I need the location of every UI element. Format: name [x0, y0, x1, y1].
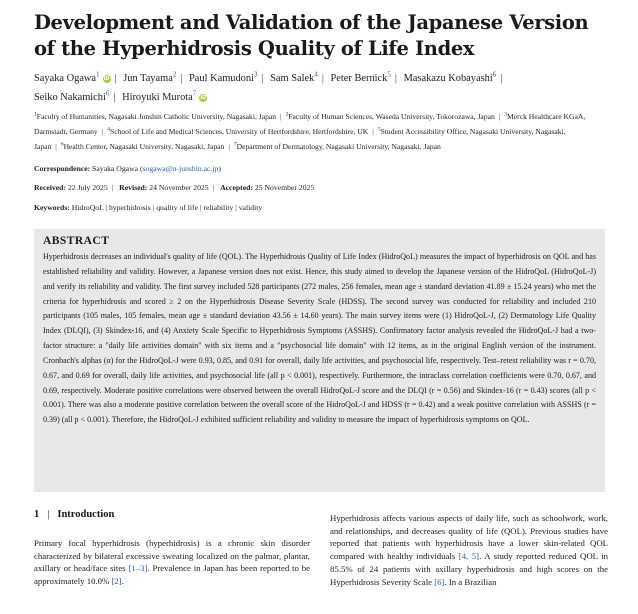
- keywords: Keywords: HidroQoL | hyperhidrosis | quality of life | reliability | validity: [34, 203, 263, 212]
- author-affiliation-number: 7: [192, 89, 197, 98]
- keyword[interactable]: reliability: [203, 203, 234, 212]
- revised-label: Revised:: [119, 183, 148, 192]
- affiliation-number: 6: [60, 141, 64, 148]
- abstract-heading: ABSTRACT: [43, 234, 110, 247]
- citation-link[interactable]: [6]: [434, 576, 445, 587]
- affiliation: [34, 112, 276, 121]
- revised-date: 24 November 2025: [149, 183, 209, 192]
- correspondence: Correspondence: Sayaka Ogawa (sogawa@n-junshin.ac.jp): [34, 164, 221, 173]
- correspondence-name: Sayaka Ogawa: [92, 164, 139, 173]
- author[interactable]: [331, 73, 391, 84]
- correspondence-label: Correspondence:: [34, 164, 91, 173]
- author[interactable]: [122, 89, 207, 103]
- author-separator: |: [394, 73, 397, 85]
- section-heading-introduction: [34, 509, 114, 520]
- orcid-icon[interactable]: iD: [200, 94, 207, 101]
- citation-link[interactable]: [2]: [111, 576, 122, 587]
- author-separator: |: [261, 73, 264, 85]
- author-name[interactable]: Jun Tayama: [123, 73, 173, 85]
- intro-paragraph-left: [34, 537, 310, 588]
- keywords-label: Keywords:: [34, 203, 70, 212]
- author-name[interactable]: Peter Bernick: [330, 73, 388, 85]
- affiliations: $^1$Faculty of Humanities, Nagasaki Junshin Catholic University, Nagasaki, Japan | $^2$Faculty of Human Sciences, Waseda University, Tokorozawa, Japan | $^3$Merck Healthcare KGaA, Darmstadt, Germany | $^4$School of Life and Medical Sciences, University of Hertfordshire, Hertfordshire, UK | $^5$Student Accessibility Office, Nagasaki University, Nagasaki, Japan | $^6$Health Center, Nagasaki University, Nagasaki, Japan | $^7$Department of Dermatology, Nagasaki University, Nagasaki, Japan: [34, 111, 586, 151]
- affiliation: [107, 127, 368, 136]
- citation-link[interactable]: [4, 5]: [458, 551, 480, 562]
- keyword[interactable]: quality of life: [156, 203, 199, 212]
- accepted-label: Accepted:: [220, 183, 253, 192]
- author[interactable]: [34, 89, 110, 103]
- affiliation-number: 4: [107, 126, 110, 133]
- author-name[interactable]: Seiko Nakamichi: [34, 91, 106, 103]
- article-dates: Received: 22 July 2025 | Revised: 24 November 2025 | Accepted: 25 November 2025: [34, 183, 315, 192]
- author-name[interactable]: Masakazu Kobayashi: [403, 73, 493, 85]
- author-affiliation-number: 2: [172, 71, 177, 79]
- author-name[interactable]: Paul Kamudoni: [189, 73, 254, 85]
- affiliation: [61, 142, 224, 151]
- received-date: 22 July 2025: [67, 183, 108, 192]
- author-affiliation-number: 6: [105, 89, 110, 98]
- affiliation: [286, 112, 495, 121]
- affiliation-text: Health Center, Nagasaki University, Nagasaki, Japan: [63, 141, 225, 151]
- affiliation-text: Faculty of Human Sciences, Waseda University, Tokorozawa, Japan: [288, 111, 495, 121]
- author-separator: |: [500, 73, 503, 85]
- author[interactable]: [404, 73, 497, 84]
- author[interactable]: [123, 73, 176, 84]
- affiliation-text: Department of Dermatology, Nagasaki University, Nagasaki, Japan: [236, 141, 441, 151]
- body-text: .: [121, 576, 124, 587]
- affiliation-number: 3: [504, 111, 508, 117]
- author-affiliation-number: 3: [253, 71, 258, 79]
- author-name[interactable]: Sam Salek: [270, 73, 315, 85]
- affiliation-number: 1: [34, 111, 37, 117]
- author-name[interactable]: Sayaka Ogawa: [34, 73, 97, 85]
- author[interactable]: [34, 73, 111, 84]
- author-affiliation-number: 6: [492, 71, 497, 79]
- affiliation-number: 7: [233, 141, 237, 148]
- author-list: [34, 68, 624, 105]
- body-text: . Prevalence in Japan has been reported to be approximately 10.0%: [34, 563, 310, 587]
- section-divider: |: [47, 509, 50, 520]
- section-title: Introduction: [57, 509, 115, 520]
- correspondence-email-link[interactable]: sogawa@n-junshin.ac.jp: [142, 164, 219, 173]
- author[interactable]: [189, 73, 257, 84]
- body-text: . In a Brazilian: [444, 576, 497, 587]
- abstract-text: Hyperhidrosis decreases an individual's quality of life (QOL). The Hyperhidrosis Quality of Life Index (HidroQoL) measures the impact of hyperhidrosis on QOL and has established reliability and validity. However, a Japanese version does not exist. Hence, this study aimed to develop the Japanese version of the HidroQoL (HidroQoL-J) and verify its reliability and validity. The first survey included 528 participants (272 males, 256 females, mean age ± standard deviation 41.89 ± 15.24 years) who met the criteria for hyperhidrosis and scored ≥ 2 on the Hyperhidrosis Disease Severity Scale (HDSS). The second survey was conducted for reliability and included 210 participants (105 males, 105 females, mean age ± standard deviation 43.56 ± 14.60 years). The main survey items were (1) HidroQoL-J, (2) Dermatology Life Quality Index (DLQI), (3) Skindex-16, and (4) Anxiety Scale Specific to Hyperhidrosis Symptoms (ASSHS). Confirmatory factor analysis revealed the HidroQoL-J had a two-factor structure: a "daily life activities domain" with six items and a "psychosocial life domain" with 12 items, as in the original English version of the instrument. Cronbach's alphas (α) for the HidroQoL-J were 0.93, 0.85, and 0.91 for overall, daily life activities, and psychosocial life, respectively. Test–retest reliability was r = 0.70, 0.67, and 0.69 for overall, daily life activities, and psychosocial life (all p < 0.001), respectively. Furthermore, the intraclass correlation coefficients were 0.70, 0.67, and 0.69, respectively. Moderate positive correlations were observed between the overall HidroQoL-J score and the DLQI (r = 0.56) and Skindex-16 (r = 0.43) scores (all p < 0.001). There was also a moderate positive correlation between the overall score of the HidroQoL-J and HDSS (r = 0.42) and a weak positive correlation with ASSHS (r = 0.39) (all p < 0.001). Therefore, the HidroQoL-J exhibited sufficient reliability and validity to measure the impact of hyperhidrosis symptoms on QOL.: [43, 252, 596, 425]
- abstract-box: [34, 229, 605, 492]
- keyword[interactable]: HidroQoL: [71, 203, 104, 212]
- author[interactable]: [270, 73, 318, 84]
- keyword[interactable]: validity: [238, 203, 263, 212]
- article-title: Development and Validation of the Japanese Version of the Hyperhidrosis Quality of Life Index: [34, 11, 589, 60]
- author-affiliation-number: 1: [96, 71, 100, 79]
- author-affiliation-number: 5: [387, 71, 391, 79]
- affiliation-text: Student Accessibility Office, Nagasaki University, Nagasaki, Japan: [34, 126, 566, 151]
- keyword[interactable]: hyperhidrosis: [108, 203, 151, 212]
- author-separator: |: [114, 73, 117, 85]
- orcid-icon[interactable]: iD: [103, 76, 110, 83]
- affiliation: [234, 142, 441, 151]
- received-label: Received:: [34, 183, 67, 192]
- author-separator: |: [321, 73, 324, 85]
- citation-link[interactable]: [1–3]: [128, 563, 148, 574]
- body-text: Primary focal hyperhidrosis (hyperhidrosis) is a chronic skin disorder characterized by bilateral excessive sweating localized on the palmar, plantar, axillary or head/face sites: [34, 538, 310, 574]
- accepted-date: 25 November 2025: [254, 183, 315, 192]
- affiliation-text: Faculty of Humanities, Nagasaki Junshin Catholic University, Nagasaki, Japan: [36, 111, 277, 121]
- affiliation-number: 2: [285, 111, 289, 117]
- author-affiliation-number: 4: [314, 71, 318, 79]
- author-separator: |: [113, 91, 116, 103]
- section-number: 1: [34, 509, 40, 520]
- body-text: Hyperhidrosis affects various aspects of daily life, such as schoolwork, work, and relationships, and decreases quality of life (QOL). Previous studies have reported that patients with hyperhidrosis have a lower skin-related QOL compared with healthy individuals: [330, 513, 608, 562]
- affiliation-number: 5: [377, 126, 381, 133]
- body-text: . A study reported reduced QOL in 85.5% of 24 patients with axillary hyperhidrosis and high scores on the Hyperhidrosis Severity Scale: [330, 551, 609, 587]
- affiliation-text: School of Life and Medical Sciences, University of Hertfordshire, Hertfordshire, UK: [109, 126, 369, 136]
- intro-paragraph-right: [330, 512, 608, 588]
- author-name[interactable]: Hiroyuki Murota: [122, 91, 193, 103]
- author-separator: |: [180, 73, 183, 85]
- affiliation-text: Merck Healthcare KGaA, Darmstadt, Germany: [34, 111, 586, 136]
